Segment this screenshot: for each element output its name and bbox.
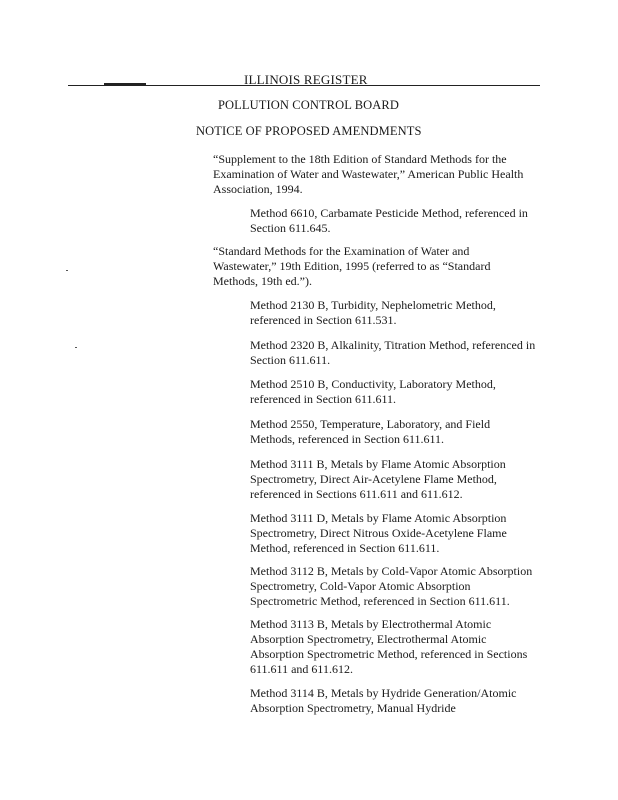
text-line: Methods, 19th ed.”). — [213, 274, 312, 288]
method-entry — [250, 377, 546, 407]
method-entry — [250, 338, 546, 368]
text-line: Method 3111 B, Metals by Flame Atomic Absorption — [250, 457, 506, 471]
text-line: Methods, referenced in Section 611.611. — [250, 432, 445, 446]
text-line: Spectrometric Method, referenced in Section 611.611. — [250, 594, 510, 608]
text-line: Method 3112 B, Metals by Cold-Vapor Atomic Absorption — [250, 564, 533, 578]
text-line: Absorption Spectrometric Method, referenced in Sections — [250, 647, 528, 661]
method-entry — [250, 417, 546, 447]
text-line: Method 3113 B, Metals by Electrothermal Atomic — [250, 617, 492, 631]
method-entry — [250, 206, 546, 236]
text-line: Method 2550, Temperature, Laboratory, and Field — [250, 417, 491, 431]
text-line: Absorption Spectrometry, Electrothermal Atomic — [250, 632, 487, 646]
text-line: Method 2320 B, Alkalinity, Titration Method, referenced in — [250, 338, 536, 352]
text-line: referenced in Section 611.611. — [250, 392, 397, 406]
method-entry — [250, 457, 546, 502]
text-line: 611.611 and 611.612. — [250, 662, 353, 676]
text-line: Method 2130 B, Turbidity, Nephelometric Method, — [250, 298, 496, 312]
text-line: referenced in Sections 611.611 and 611.612. — [250, 487, 463, 501]
reference-paragraph — [213, 244, 543, 289]
method-entry — [250, 617, 546, 677]
text-line: Method 3111 D, Metals by Flame Atomic Absorption — [250, 511, 507, 525]
text-line: Section 611.645. — [250, 221, 331, 235]
text-line: Absorption Spectrometry, Manual Hydride — [250, 701, 456, 715]
text-line: Method 2510 B, Conductivity, Laboratory Method, — [250, 377, 496, 391]
scan-speck — [66, 270, 68, 271]
board-name: POLLUTION CONTROL BOARD — [218, 98, 399, 112]
method-entry — [250, 686, 546, 716]
text-line: Section 611.611. — [250, 353, 331, 367]
text-line: Association, 1994. — [213, 182, 303, 196]
header-rule — [68, 85, 540, 86]
method-entry — [250, 511, 546, 556]
text-line: Spectrometry, Direct Air-Acetylene Flame Method, — [250, 472, 497, 486]
text-line: Spectrometry, Cold-Vapor Atomic Absorption — [250, 579, 471, 593]
method-entry — [250, 564, 546, 609]
reference-paragraph — [213, 152, 543, 197]
text-line: Method 3114 B, Metals by Hydride Generation/Atomic — [250, 686, 517, 700]
scan-speck — [75, 347, 77, 348]
text-line: “Supplement to the 18th Edition of Standard Methods for the — [213, 152, 507, 166]
text-line: Method, referenced in Section 611.611. — [250, 541, 440, 555]
text-line: referenced in Section 611.531. — [250, 313, 397, 327]
register-title: ILLINOIS REGISTER — [244, 72, 368, 87]
method-entry — [250, 298, 546, 328]
text-line: Examination of Water and Wastewater,” American Public Health — [213, 167, 524, 181]
text-line: Spectrometry, Direct Nitrous Oxide-Acetylene Flame — [250, 526, 507, 540]
text-line: Wastewater,” 19th Edition, 1995 (referred to as “Standard — [213, 259, 491, 273]
text-line: “Standard Methods for the Examination of Water and — [213, 244, 470, 258]
text-line: Method 6610, Carbamate Pesticide Method, referenced in — [250, 206, 528, 220]
notice-heading: NOTICE OF PROPOSED AMENDMENTS — [196, 124, 422, 138]
